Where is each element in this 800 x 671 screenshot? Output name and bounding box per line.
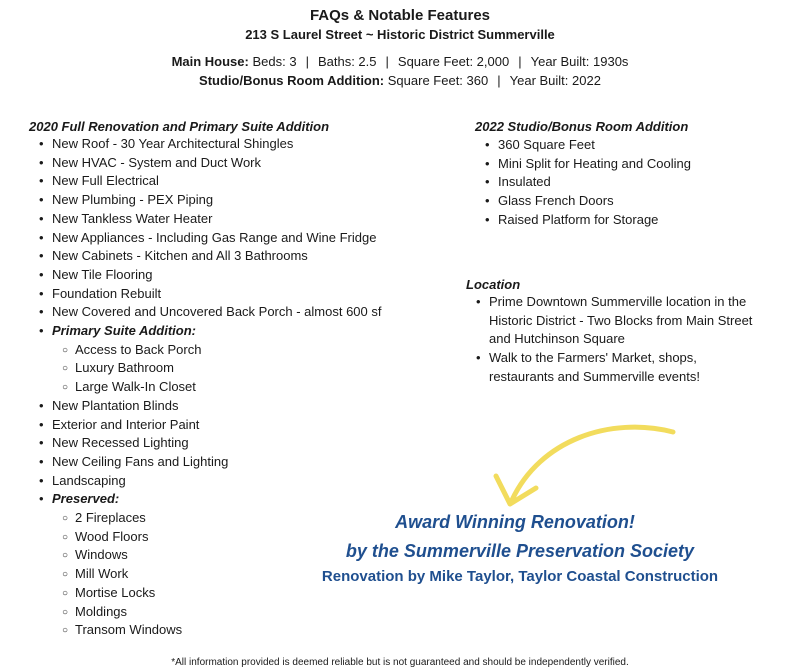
property-address: 213 S Laurel Street ~ Historic District Summerville [245,27,555,42]
studio-list [485,136,788,230]
location-list [476,293,759,387]
studio-sqft-value: Square Feet: 360 [387,73,489,88]
list-item: • New Cabinets - Kitchen and All 3 Bathrooms [39,248,308,264]
renovation-credit: Renovation by Mike Taylor, Taylor Coastal Construction [321,568,719,585]
list-item: ○ Wood Floors [62,528,149,544]
curved-arrow-icon [490,420,690,520]
list-item: ○ Luxury Bathroom [62,360,174,376]
list-item: • New Appliances - Including Gas Range and Wine Fridge [39,229,377,245]
renovation-heading: 2020 Full Renovation and Primary Suite Addition [29,119,330,134]
preserved-heading: • Preserved: [39,491,120,507]
location-heading: Location [466,277,521,292]
list-item: • Mini Split for Heating and Cooling [485,155,691,171]
list-item: • Foundation Rebuilt [39,285,162,301]
list-item: ○ Access to Back Porch [62,341,202,357]
baths-value: Baths: 2.5 [317,54,377,69]
primary-suite-group [52,341,432,397]
list-item: • New HVAC - System and Duct Work [39,154,262,170]
award-subtitle: by the Summerville Preservation Society [345,541,695,561]
list-item: • New Roof - 30 Year Architectural Shingles [39,136,294,151]
studio-summary-label: Studio/Bonus Room Addition: [199,73,385,88]
list-item: ○ Large Walk-In Closet [62,379,196,395]
list-item: • New Recessed Lighting [39,435,189,451]
list-item: • New Tile Flooring [39,266,153,282]
main-house-summary: Main House: Beds: 3 | Baths: 2.5 | Square Feet: 2,000 | Year Built: 1930s [171,54,629,69]
list-item: • New Plantation Blinds [39,397,179,413]
list-item: ○ 2 Fireplaces [62,510,146,526]
list-item: • New Covered and Uncovered Back Porch - almost 600 sf [39,304,382,320]
list-item: ○ Moldings [62,603,128,619]
primary-suite-heading: • Primary Suite Addition: [39,323,196,339]
list-item: • Insulated [485,174,551,190]
studio-year-value: Year Built: 2022 [509,73,601,88]
list-item: • Prime Downtown Summerville location in the Historic District - Two Blocks from Main Street and Hutchinson Square [476,294,753,347]
year-built-value: Year Built: 1930s [530,54,629,69]
list-item: ○ Transom Windows [62,622,183,638]
main-house-label: Main House: [171,54,249,69]
beds-value: Beds: 3 [252,54,297,69]
studio-heading: 2022 Studio/Bonus Room Addition [475,119,689,134]
list-item: • New Plumbing - PEX Piping [39,192,214,208]
list-item: • Exterior and Interior Paint [39,416,200,432]
list-item: • Glass French Doors [485,193,614,209]
disclaimer: *All information provided is deemed reliable but is not guaranteed and should be independently verified. [171,657,629,668]
list-item: ○ Windows [62,547,128,563]
list-item: ○ Mortise Locks [62,584,156,600]
list-item: ○ Mill Work [62,566,129,582]
list-item: • Landscaping [39,472,126,488]
renovation-list [39,135,432,640]
list-item: • New Full Electrical [39,173,159,189]
sqft-value: Square Feet: 2,000 [397,54,510,69]
primary-suite-list [62,341,432,397]
list-item: • New Tankless Water Heater [39,210,213,226]
award-title: Award Winning Renovation! [395,512,635,532]
studio-summary: Studio/Bonus Room Addition: Square Feet: 360 | Year Built: 2022 [199,73,601,88]
list-item: • Walk to the Farmers' Market, shops, restaurants and Summerville events! [476,350,700,384]
page-title: FAQs & Notable Features [309,7,491,24]
list-item: • Raised Platform for Storage [485,211,659,227]
list-item: • New Ceiling Fans and Lighting [39,453,229,469]
list-item: • 360 Square Feet [485,137,595,152]
